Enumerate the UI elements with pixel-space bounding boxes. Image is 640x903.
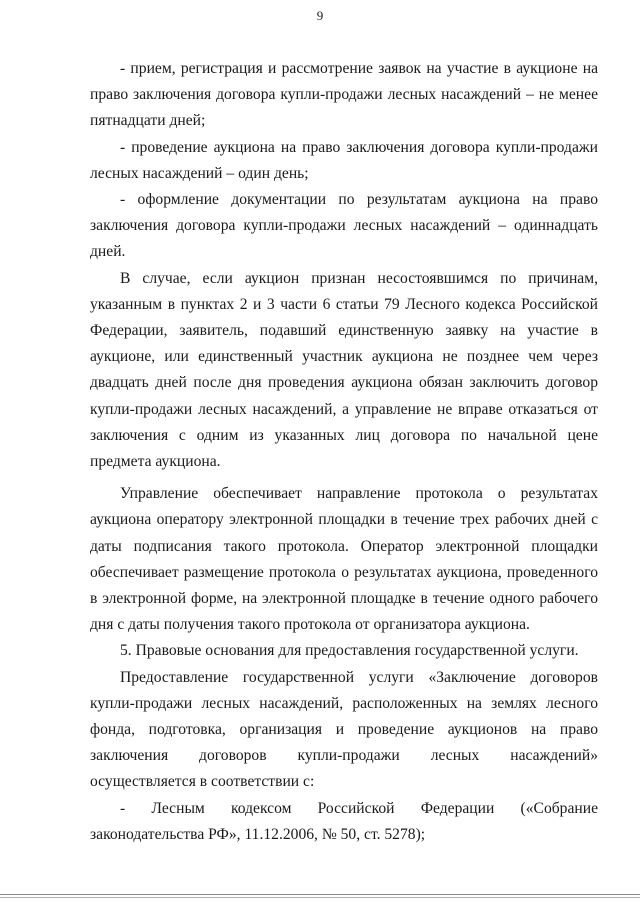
page-number: 9 xyxy=(316,8,324,23)
paragraph-documentation-period: - оформление документации по результатам аукциона на право заключения договора купли-продажи лесных насаждений – одиннадцать дней. xyxy=(90,191,598,261)
paragraph-forest-code: - Лесным кодексом Российской Федерации («Собрание законодательства РФ», 11.12.2006, № 50, ст. 5278); xyxy=(90,799,598,843)
paragraph-protocol-delivery: Управление обеспечивает направление протокола о результатах аукциона оператору электронной площадки в течение трех рабочих дней с даты подписания такого протокола. Оператор электронной площадки обеспечивает размещение протокола о результатах аукциона, проведенного в электронной форме, на электронной площадке в течение одного рабочего дня с даты получения такого протокола от организатора аукциона. xyxy=(90,485,598,634)
bottom-rule-shadow xyxy=(0,897,640,898)
paragraph-applications-period: - прием, регистрация и рассмотрение заявок на участие в аукционе на право заключения договора купли-продажи лесных насаждений – не менее пятнадцати дней; xyxy=(90,60,598,130)
section-heading-legal-basis: 5. Правовые основания для предоставления государственной услуги. xyxy=(120,642,579,660)
bottom-rule xyxy=(0,894,640,895)
document-body xyxy=(90,56,598,848)
paragraph-auction-duration: - проведение аукциона на право заключения договора купли-продажи лесных насаждений – один день; xyxy=(90,138,598,182)
paragraph-failed-auction: В случае, если аукцион признан несостоявшимся по причинам, указанным в пунктах 2 и 3 части 6 статьи 79 Лесного кодекса Российской Федерации, заявитель, подавший единственную заявку на участие в аукционе, или единственный участник аукциона не позднее чем через двадцать дней после дня проведения аукциона обязан заключить договор купли-продажи лесных насаждений, а управление не вправе отказаться от заключения с одним из указанных лиц договора по начальной цене предмета аукциона. xyxy=(90,269,598,471)
paragraph-service-provision: Предоставление государственной услуги «Заключение договоров купли-продажи лесных насаждений, расположенных на землях лесного фонда, подготовка, организация и проведение аукционов на право заключения договоров купли-продажи лесных насаждений» осуществляется в соответствии с: xyxy=(90,668,598,791)
